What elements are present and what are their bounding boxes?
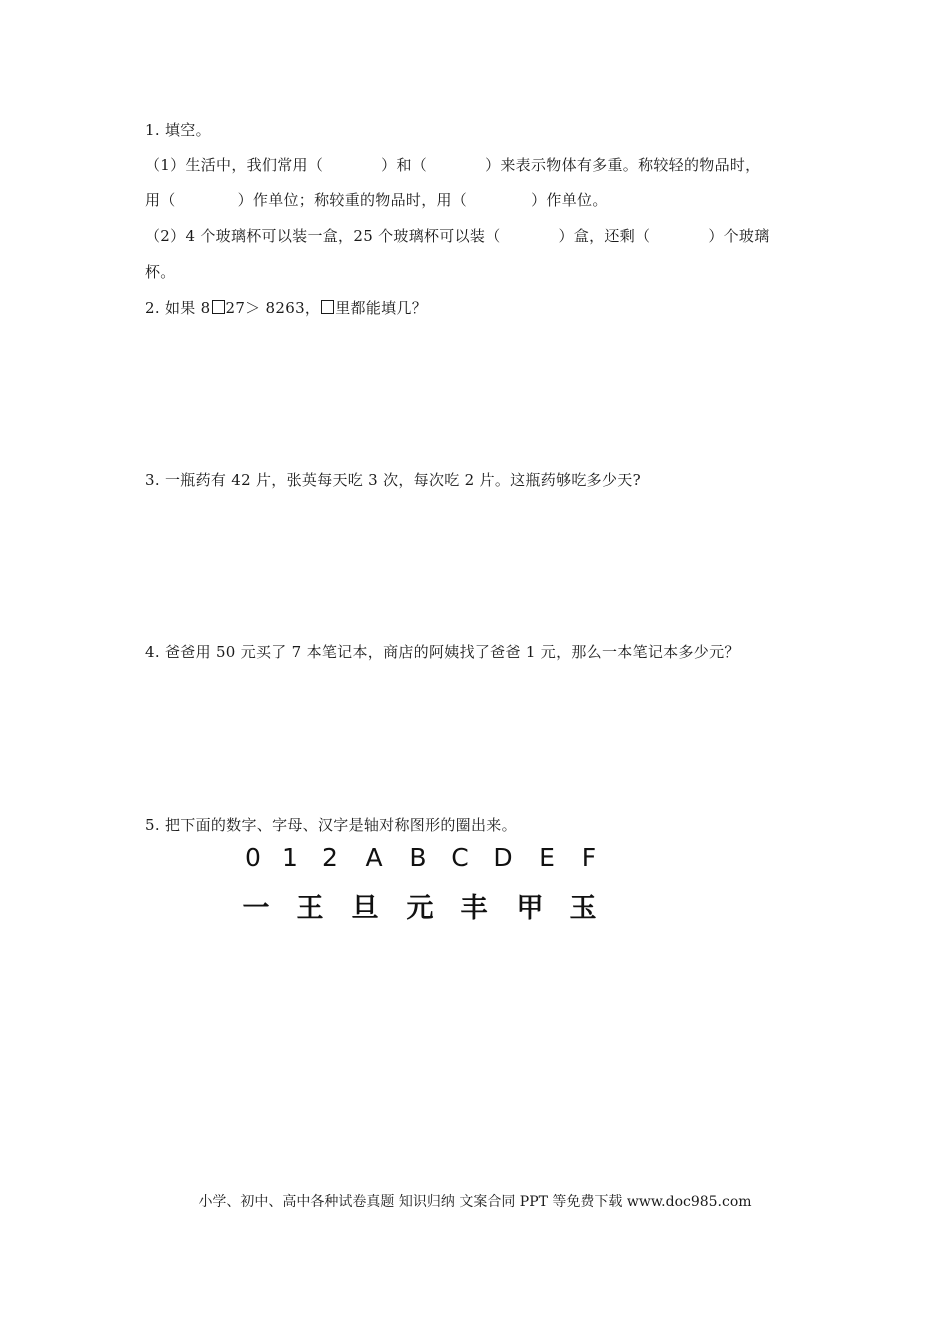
q2-question [145, 298, 427, 318]
q2-text-c: 里都能填几？ [335, 299, 428, 317]
q1-part2-text-b: ）盒，还剩（ [558, 227, 651, 245]
q1-part1-text-c: ）来表示物体有多重。称较轻的物品时， [485, 156, 761, 174]
footer-text: 小学、初中、高中各种试卷真题 知识归纳 文案合同 PPT 等免费下载 www.doc985.com [198, 1194, 752, 1210]
empty-box-glyph [212, 300, 225, 314]
symbol-item[interactable]: 1 [282, 843, 298, 872]
symbol-item[interactable]: 元 [406, 893, 434, 924]
q1-part1-text-b: ）和（ [381, 156, 428, 174]
symbol-item[interactable]: 0 [245, 843, 261, 872]
symbol-row-hanzi [238, 886, 618, 922]
symbol-item[interactable]: 玉 [569, 893, 597, 924]
symbol-item[interactable]: C [451, 843, 469, 872]
symbol-item[interactable]: 旦 [351, 893, 379, 924]
empty-box-glyph [321, 300, 334, 314]
symbol-item[interactable]: D [493, 843, 513, 872]
q1-part1-line1 [145, 155, 760, 175]
symbol-item[interactable]: E [539, 843, 555, 872]
symbol-item[interactable]: 王 [296, 893, 324, 924]
q1-part1-text-d: 用（ [145, 191, 176, 209]
symbol-row-digits-letters [238, 843, 618, 877]
q1-part1-text-e: ）作单位；称较重的物品时，用（ [237, 191, 468, 209]
q2-text-a: 2. 如果 8 [145, 299, 211, 317]
q1-part2-line2: 杯。 [145, 263, 176, 281]
q5-question: 5. 把下面的数字、字母、汉字是轴对称图形的圈出来。 [145, 816, 517, 834]
symbol-item[interactable]: 2 [322, 843, 338, 872]
q1-part2-text-c: ）个玻璃 [708, 227, 770, 245]
q1-part1-text-a: （1）生活中，我们常用（ [145, 156, 324, 174]
q1-part2-line1 [145, 226, 770, 246]
q3-question: 3. 一瓶药有 42 片，张英每天吃 3 次，每次吃 2 片。这瓶药够吃多少天? [145, 471, 641, 489]
symbol-item[interactable]: 一 [242, 893, 270, 924]
symbol-item[interactable]: A [365, 843, 383, 872]
q1-part1-text-f: ）作单位。 [531, 191, 608, 209]
q1-title: 1. 填空。 [145, 121, 211, 139]
q1-part2-text-a: （2）4 个玻璃杯可以装一盒，25 个玻璃杯可以装（ [145, 227, 501, 245]
q1-part1-line2 [145, 190, 608, 210]
q2-text-b: 27＞ 8263， [225, 299, 321, 317]
symbol-item[interactable]: 丰 [460, 893, 488, 924]
symbol-item[interactable]: B [409, 843, 427, 872]
symbol-item[interactable]: 甲 [516, 893, 544, 924]
q4-question: 4. 爸爸用 50 元买了 7 本笔记本，商店的阿姨找了爸爸 1 元，那么一本笔记本多少元？ [145, 643, 740, 661]
symbol-item[interactable]: F [581, 843, 597, 872]
